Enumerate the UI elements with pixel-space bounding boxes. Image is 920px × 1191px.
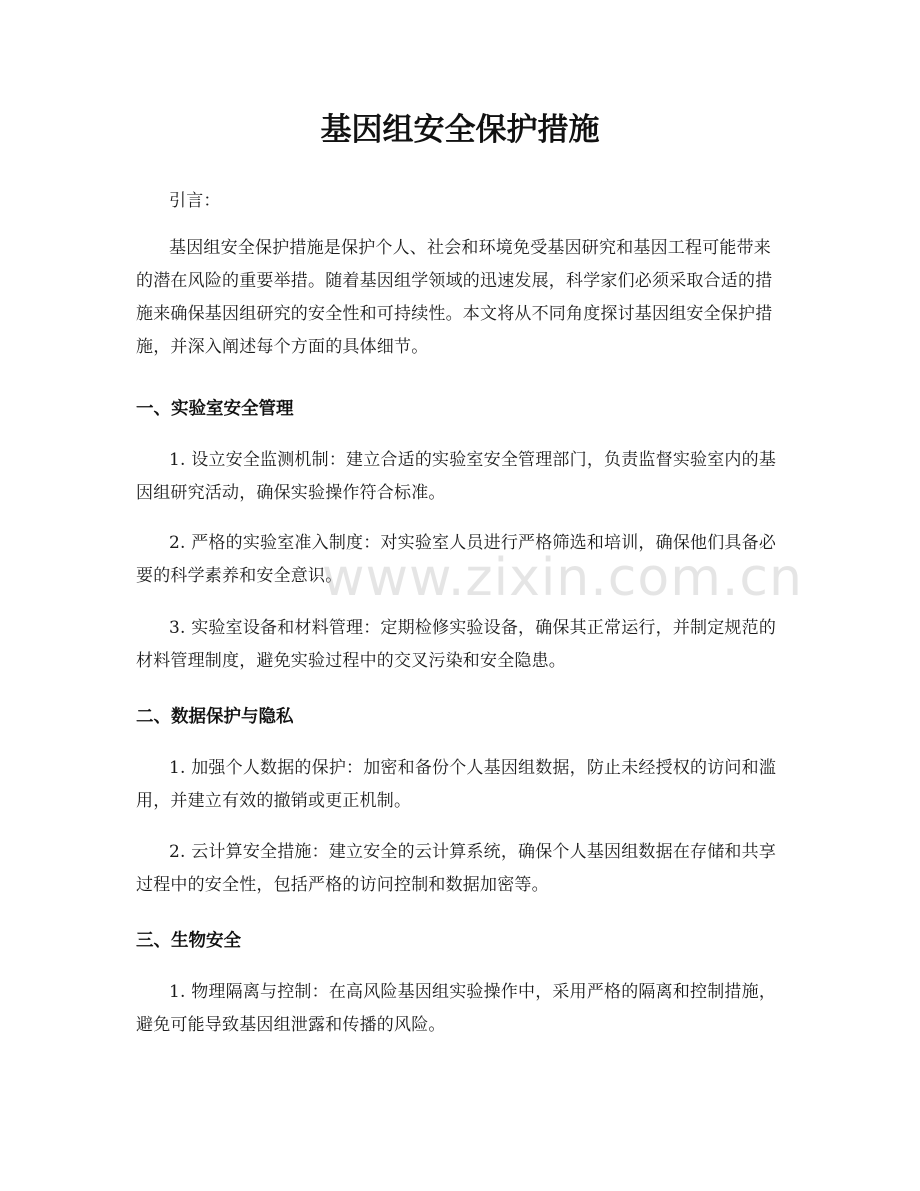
lab-safety-item-3: 3. 实验室设备和材料管理：定期检修实验设备，确保其正常运行，并制定规范的材料管理制度，避免实验过程中的交叉污染和安全隐患。	[136, 618, 777, 671]
data-privacy-item-2: 2. 云计算安全措施：建立安全的云计算系统，确保个人基因组数据在存储和共享过程中的安全性，包括严格的访问控制和数据加密等。	[136, 842, 777, 895]
watermark: www.zixin.com.cn	[322, 548, 803, 608]
section-heading-data-privacy: 二、数据保护与隐私	[136, 707, 294, 727]
intro-label: 引言：	[169, 191, 221, 211]
page-title: 基因组安全保护措施	[320, 112, 600, 148]
intro-paragraph: 基因组安全保护措施是保护个人、社会和环境免受基因研究和基因工程可能带来的潜在风险的重要举措。随着基因组学领域的迅速发展，科学家们必须采取合适的措施来确保基因组研究的安全性和可持续性。本文将从不同角度探讨基因组安全保护措施，并深入阐述每个方面的具体细节。	[136, 238, 773, 357]
section-heading-biosafety: 三、生物安全	[136, 931, 241, 951]
lab-safety-item-1: 1. 设立安全监测机制：建立合适的实验室安全管理部门，负责监督实验室内的基因组研究活动，确保实验操作符合标准。	[136, 450, 777, 503]
data-privacy-item-1: 1. 加强个人数据的保护：加密和备份个人基因组数据，防止未经授权的访问和滥用，并建立有效的撤销或更正机制。	[136, 758, 777, 811]
biosafety-item-1: 1. 物理隔离与控制：在高风险基因组实验操作中，采用严格的隔离和控制措施，避免可能导致基因组泄露和传播的风险。	[136, 982, 777, 1035]
section-heading-lab-safety: 一、实验室安全管理	[136, 399, 294, 419]
lab-safety-item-2: 2. 严格的实验室准入制度：对实验室人员进行严格筛选和培训，确保他们具备必要的科学素养和安全意识。	[136, 533, 777, 586]
